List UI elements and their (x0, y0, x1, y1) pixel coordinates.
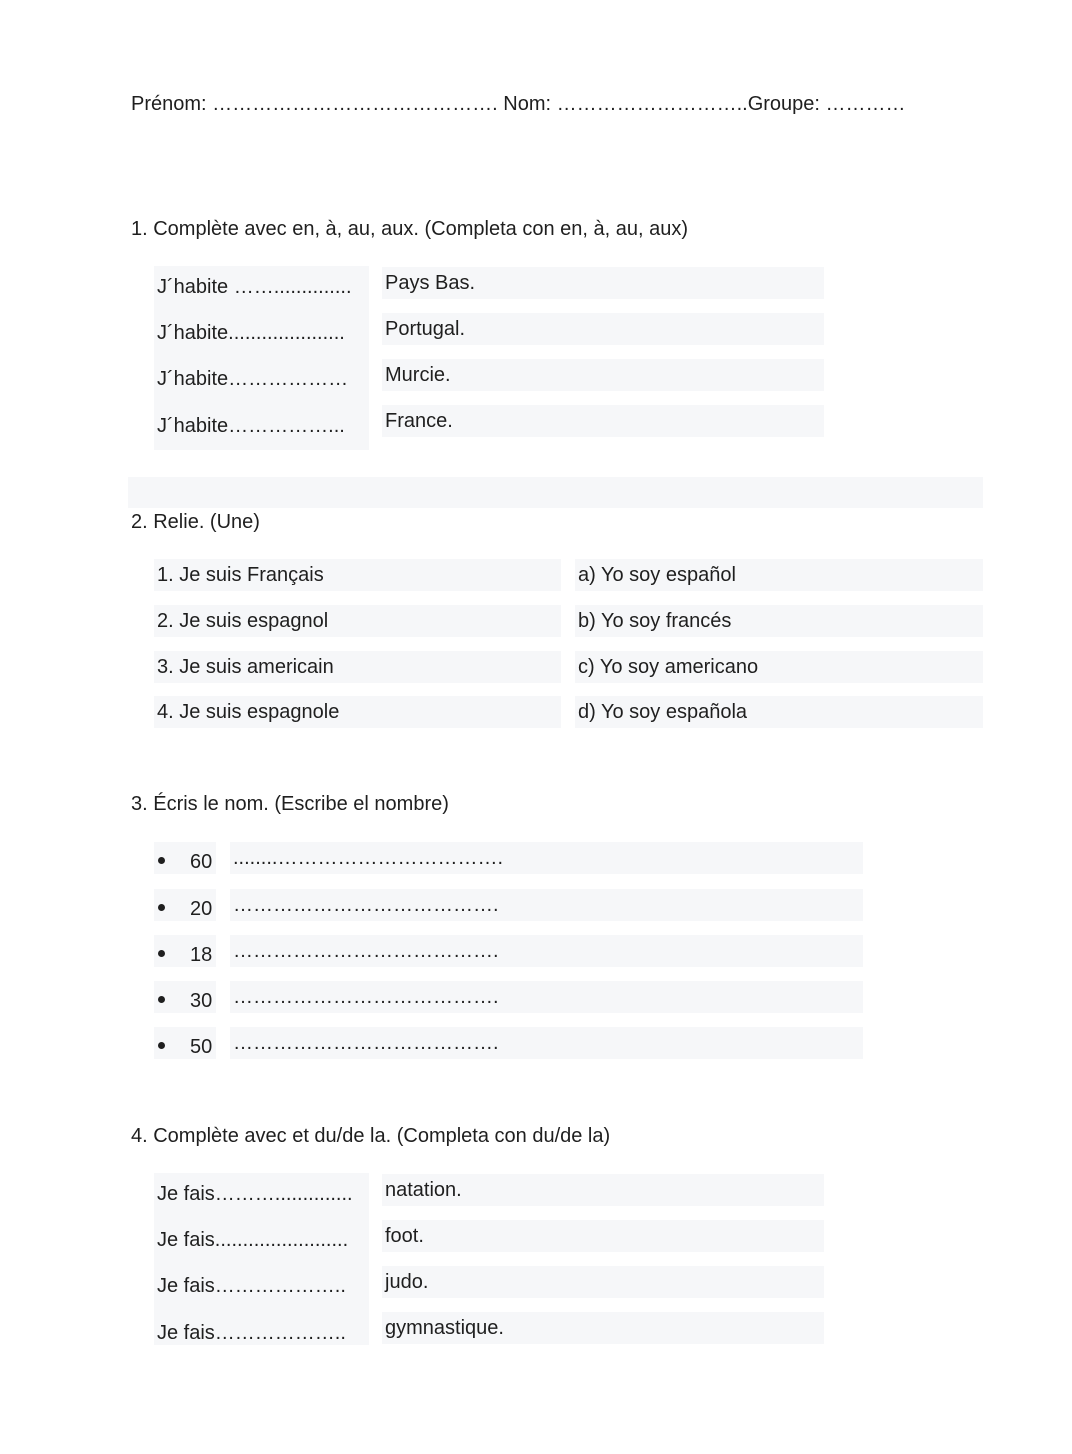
bullet-icon (158, 857, 165, 864)
exercise-1-prompt: J´habite……………… (157, 368, 349, 390)
bullet-icon (158, 1042, 165, 1049)
number-write-line: ........……………………………. (230, 842, 863, 874)
number-write-line: …………………………………. (230, 935, 863, 967)
exercise-1-answer: Pays Bas. (382, 267, 824, 299)
exercise-1-answer: Murcie. (382, 359, 824, 391)
number-label: 18 (190, 944, 213, 966)
bullet-icon (158, 904, 165, 911)
exercise-2-spanish: d) Yo soy española (575, 696, 983, 728)
exercise-1-title: 1. Complète avec en, à, au, aux. (Completa con en, à, au, aux) (131, 218, 688, 240)
exercise-4-answer: foot. (382, 1220, 824, 1252)
exercise-4-answer: natation. (382, 1174, 824, 1206)
exercise-2-spanish: b) Yo soy francés (575, 605, 983, 637)
bullet-icon (158, 950, 165, 957)
number-label: 50 (190, 1036, 213, 1058)
exercise-2-spanish: c) Yo soy americano (575, 651, 983, 683)
number-label: 60 (190, 851, 213, 873)
exercise-4-answer: judo. (382, 1266, 824, 1298)
exercise-4-prompt: Je fais……….............. (157, 1183, 353, 1205)
number-write-line: …………………………………. (230, 1027, 863, 1059)
number-write-line: …………………………………. (230, 889, 863, 921)
exercise-4-prompt: Je fais……………….. (157, 1275, 346, 1297)
separator-band (128, 477, 983, 508)
exercise-2-french: 1. Je suis Français (154, 559, 561, 591)
exercise-2-title: 2. Relie. (Une) (131, 511, 260, 533)
exercise-4-answer: gymnastique. (382, 1312, 824, 1344)
exercise-1-prompt: J´habite..................... (157, 322, 345, 344)
exercise-3-title: 3. Écris le nom. (Escribe el nombre) (131, 793, 449, 815)
exercise-1-prompt: J´habite …….............. (157, 276, 352, 298)
exercise-4-prompt: Je fais........................ (157, 1229, 349, 1251)
number-write-line: …………………………………. (230, 981, 863, 1013)
exercise-4-prompt: Je fais……………….. (157, 1322, 346, 1344)
bullet-icon (158, 996, 165, 1003)
exercise-2-spanish: a) Yo soy español (575, 559, 983, 591)
student-info-line: Prénom: ……………………………………. Nom: ………………………..Groupe: ………… (131, 93, 906, 115)
exercise-2-french: 2. Je suis espagnol (154, 605, 561, 637)
exercise-2-french: 4. Je suis espagnole (154, 696, 561, 728)
number-label: 20 (190, 898, 213, 920)
exercise-1-prompt: J´habite……………... (157, 415, 345, 437)
exercise-1-answer: France. (382, 405, 824, 437)
number-label: 30 (190, 990, 213, 1012)
exercise-2-french: 3. Je suis americain (154, 651, 561, 683)
exercise-4-title: 4. Complète avec et du/de la. (Completa con du/de la) (131, 1125, 611, 1147)
exercise-1-answer: Portugal. (382, 313, 824, 345)
